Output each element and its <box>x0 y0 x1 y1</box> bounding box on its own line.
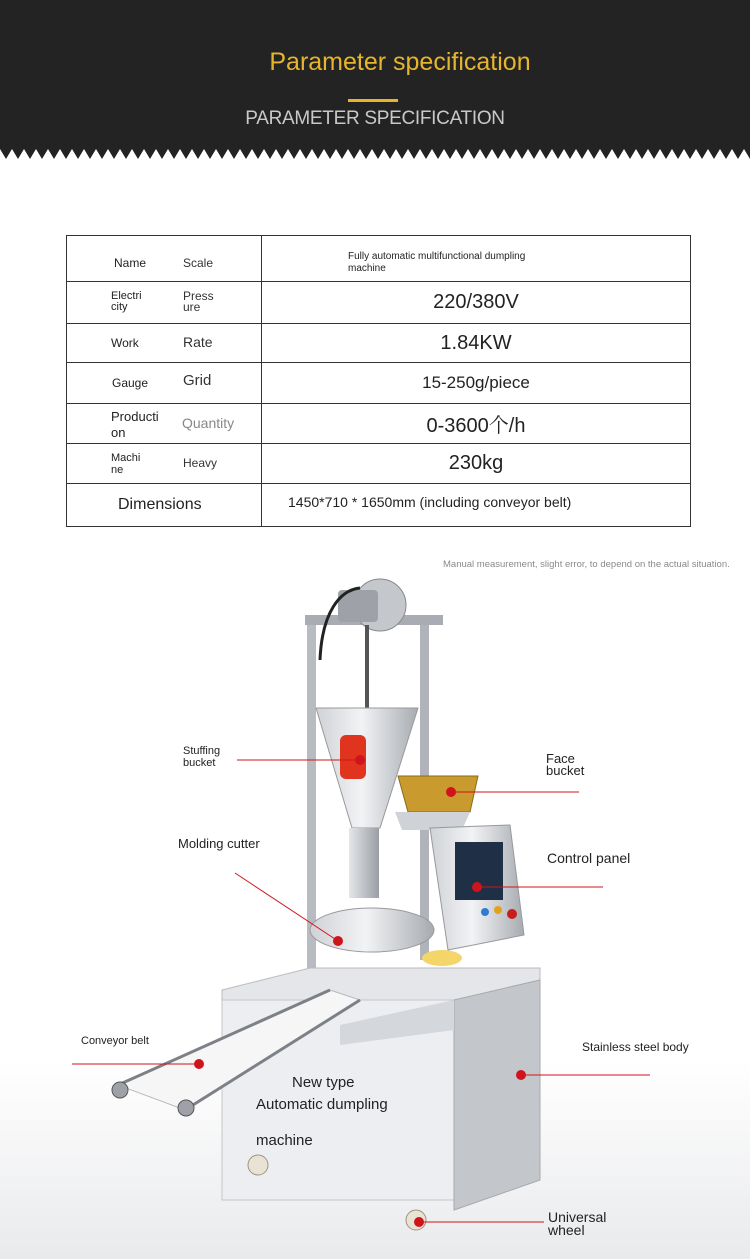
table-row <box>67 444 691 484</box>
table-row <box>67 236 691 282</box>
value-power: 1.84KW <box>262 324 691 363</box>
label-face-bucket: Face bucket <box>546 751 585 778</box>
value-output: 0-3600个/h <box>262 404 691 444</box>
label-stainless-steel-body: Stainless steel body <box>582 1040 689 1054</box>
value-weight: 230kg <box>262 444 691 484</box>
value-voltage: 220/380V <box>262 282 691 324</box>
value-name: Fully automatic multifunctional dumpling machine <box>348 251 526 274</box>
label-stuffing-bucket: Stuffing bucket <box>183 745 221 769</box>
value-gauge: 15-250g/piece <box>262 363 691 404</box>
spec-table <box>66 235 691 527</box>
face-bucket-tray <box>398 776 478 812</box>
title-underline <box>348 99 398 102</box>
label-rate: Rate <box>183 334 213 350</box>
header-banner <box>0 0 750 160</box>
table-row <box>67 282 691 324</box>
hopper-neck <box>349 828 379 898</box>
label-production: Production <box>111 409 159 440</box>
label-quantity: Quantity <box>182 415 235 431</box>
label-name: Name <box>114 256 147 270</box>
label-grid: Grid <box>183 372 212 389</box>
label-molding-cutter: Molding cutter <box>178 836 260 851</box>
caption-line2: Automatic dumpling <box>256 1096 388 1113</box>
page-subtitle: PARAMETER SPECIFICATION <box>245 108 505 129</box>
label-control-panel: Control panel <box>547 850 631 866</box>
machine-illustration <box>0 540 750 1259</box>
drive-rod <box>365 625 369 710</box>
table-row <box>67 404 691 444</box>
label-scale: Scale <box>183 256 214 270</box>
table-row <box>67 363 691 404</box>
value-dimensions: 1450*710 * 1650mm (including conveyor belt) <box>288 494 572 510</box>
wheel-left <box>248 1155 268 1175</box>
label-pressure: Pressure <box>183 289 214 314</box>
label-universal-wheel: Universal wheel <box>548 1209 607 1238</box>
table-row <box>67 324 691 363</box>
measurement-note: Manual measurement, slight error, to depend on the actual situation. <box>443 559 730 570</box>
page-title: Parameter specification <box>269 48 531 76</box>
label-gauge: Gauge <box>112 376 149 390</box>
label-heavy: Heavy <box>183 456 218 470</box>
body-side <box>454 980 540 1210</box>
zigzag-edge <box>0 143 750 161</box>
caption-line1: New type <box>292 1074 355 1091</box>
label-dimensions: Dimensions <box>118 496 202 513</box>
stuffing-hopper <box>316 708 418 828</box>
molding-turntable <box>310 908 434 952</box>
caption-line3: machine <box>256 1132 313 1149</box>
dumpling-sample <box>422 950 462 966</box>
label-work: Work <box>111 336 139 350</box>
label-conveyor-belt: Conveyor belt <box>81 1035 149 1047</box>
label-machine: Machine <box>111 452 141 476</box>
label-electricity: Electricity <box>111 290 142 313</box>
table-row <box>67 484 691 527</box>
